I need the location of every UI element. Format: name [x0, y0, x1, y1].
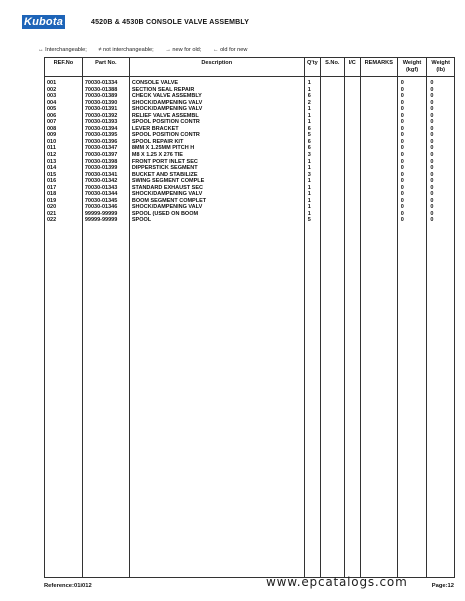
cell-wlb-9: 0: [430, 132, 434, 139]
weight-lb-column: [427, 77, 455, 578]
header-weight-kgf: Weight (kgf): [397, 58, 427, 77]
cell-wlb-18: 0: [430, 191, 434, 198]
cell-ref-10: 010: [47, 138, 57, 145]
cell-ref-14: 014: [47, 165, 57, 172]
cell-desc-3: CHECK VALVE ASSEMBLY: [131, 93, 202, 100]
cell-wkg-11: 0: [400, 145, 404, 152]
header-description: Description: [129, 58, 304, 77]
cell-wkg-2: 0: [400, 86, 404, 93]
cell-part-19: 70030-01345: [84, 197, 118, 204]
cell-part-12: 70030-01397: [84, 152, 118, 159]
page-number: Page:12: [431, 583, 454, 589]
cell-desc-22: SPOOL: [131, 217, 152, 224]
cell-wkg-6: 0: [400, 112, 404, 119]
cell-part-7: 70030-01393: [84, 119, 118, 126]
cell-wkg-15: 0: [400, 171, 404, 178]
cell-wlb-3: 0: [430, 93, 434, 100]
cell-wlb-5: 0: [430, 106, 434, 113]
cell-ref-22: 022: [47, 217, 57, 224]
cell-qty-9: 5: [307, 132, 311, 139]
parts-table: [44, 57, 455, 578]
legend-old-for-new: ← old for new: [212, 47, 248, 53]
legend-interchangeable: ↔ Interchangeable;: [38, 47, 87, 53]
cell-ref-19: 019: [47, 197, 57, 204]
cell-part-18: 70030-01344: [84, 191, 118, 198]
cell-wkg-7: 0: [400, 119, 404, 126]
cell-ref-4: 004: [47, 99, 57, 106]
cell-qty-14: 1: [307, 165, 311, 172]
cell-part-5: 70030-01391: [84, 106, 118, 113]
cell-wlb-16: 0: [430, 178, 434, 185]
cell-part-9: 70030-01395: [84, 132, 118, 139]
header-qty: Q'ty: [304, 58, 320, 77]
legend-not-interchangeable: ≠ not interchangeable;: [98, 47, 154, 53]
cell-desc-10: SPOOL REPAIR KIT: [131, 138, 184, 145]
cell-wkg-21: 0: [400, 210, 404, 217]
cell-desc-11: 8MM X 1.25MM PITCH H: [131, 145, 195, 152]
cell-wkg-8: 0: [400, 125, 404, 132]
cell-ref-13: 013: [47, 158, 57, 165]
cell-wlb-2: 0: [430, 86, 434, 93]
cell-qty-18: 1: [307, 191, 311, 198]
cell-part-14: 70030-01399: [84, 165, 118, 172]
cell-part-20: 70030-01346: [84, 204, 118, 211]
cell-wkg-12: 0: [400, 152, 404, 159]
cell-desc-5: SHOCK/DAMPENING VALV: [131, 106, 203, 113]
cell-ref-5: 005: [47, 106, 57, 113]
cell-wlb-11: 0: [430, 145, 434, 152]
cell-part-2: 70030-01388: [84, 86, 118, 93]
header-ref-no: REF.No: [45, 58, 83, 77]
description-column: [129, 77, 304, 578]
cell-wlb-13: 0: [430, 158, 434, 165]
cell-wlb-7: 0: [430, 119, 434, 126]
header-ic: I/C: [344, 58, 360, 77]
cell-ref-18: 018: [47, 191, 57, 198]
cell-ref-3: 003: [47, 93, 57, 100]
page-title: 4520B & 4530B CONSOLE VALVE ASSEMBLY: [91, 19, 250, 26]
cell-ref-7: 007: [47, 119, 57, 126]
cell-wlb-1: 0: [430, 80, 434, 86]
cell-desc-4: SHOCK/DAMPENING VALV: [131, 99, 203, 106]
cell-desc-19: BOOM SEGMENT COMPLET: [131, 197, 207, 204]
cell-wkg-4: 0: [400, 99, 404, 106]
cell-wkg-19: 0: [400, 197, 404, 204]
cell-part-8: 70030-01394: [84, 125, 118, 132]
kubota-logo: Kubota: [23, 16, 64, 28]
cell-desc-13: FRONT PORT INLET SEC: [131, 158, 198, 165]
remarks-column: [360, 77, 397, 578]
qty-column: [304, 77, 320, 578]
cell-desc-17: STANDARD EXHAUST SEC: [131, 184, 203, 191]
cell-qty-1: 1: [307, 80, 311, 86]
cell-qty-13: 1: [307, 158, 311, 165]
cell-desc-14: DIPPERSTICK SEGMENT: [131, 165, 198, 172]
cell-qty-12: 3: [307, 152, 311, 159]
weight-kgf-column: [397, 77, 427, 578]
cell-desc-2: SECTION SEAL REPAIR: [131, 86, 195, 93]
cell-part-21: 99999-99999: [84, 210, 118, 217]
watermark: www.epcatalogs.com: [266, 575, 408, 589]
cell-wlb-8: 0: [430, 125, 434, 132]
cell-desc-15: BUCKET AND STABILIZE: [131, 171, 198, 178]
header-part-no: Part No.: [82, 58, 129, 77]
cell-qty-6: 1: [307, 112, 311, 119]
cell-desc-21: SPOOL (USED ON BOOM: [131, 210, 199, 217]
header-weight-lb: Weight (lb): [427, 58, 455, 77]
cell-wlb-21: 0: [430, 210, 434, 217]
cell-wlb-20: 0: [430, 204, 434, 211]
cell-desc-1: CONSOLE VALVE: [131, 80, 179, 86]
cell-ref-12: 012: [47, 152, 57, 159]
cell-desc-12: M8 X 1.25 X 276 TIE: [131, 152, 183, 159]
cell-qty-7: 1: [307, 119, 311, 126]
cell-qty-2: 1: [307, 86, 311, 93]
cell-wkg-20: 0: [400, 204, 404, 211]
cell-part-22: 99999-99999: [84, 217, 118, 224]
cell-qty-4: 2: [307, 99, 311, 106]
cell-qty-11: 6: [307, 145, 311, 152]
cell-wkg-13: 0: [400, 158, 404, 165]
cell-wlb-4: 0: [430, 99, 434, 106]
cell-wlb-6: 0: [430, 112, 434, 119]
cell-desc-18: SHOCK/DAMPENING VALV: [131, 191, 203, 198]
cell-wlb-22: 0: [430, 217, 434, 224]
cell-part-17: 70030-01343: [84, 184, 118, 191]
cell-ref-6: 006: [47, 112, 57, 119]
table-body: [45, 77, 455, 578]
cell-ref-1: 001: [47, 80, 57, 86]
cell-wlb-19: 0: [430, 197, 434, 204]
legend: [38, 47, 257, 53]
cell-wkg-9: 0: [400, 132, 404, 139]
cell-wkg-14: 0: [400, 165, 404, 172]
cell-qty-15: 3: [307, 171, 311, 178]
cell-ref-15: 015: [47, 171, 57, 178]
cell-wkg-17: 0: [400, 184, 404, 191]
cell-desc-16: SWING SEGMENT COMPLE: [131, 178, 205, 185]
serial-column: [321, 77, 345, 578]
table-header-row: [45, 58, 455, 77]
cell-ref-2: 002: [47, 86, 57, 93]
cell-ref-17: 017: [47, 184, 57, 191]
cell-desc-20: SHOCK/DAMPENING VALV: [131, 204, 203, 211]
cell-wkg-10: 0: [400, 138, 404, 145]
cell-qty-19: 1: [307, 197, 311, 204]
cell-part-6: 70030-01392: [84, 112, 118, 119]
cell-ref-9: 009: [47, 132, 57, 139]
cell-part-11: 70030-01347: [84, 145, 118, 152]
cell-wkg-5: 0: [400, 106, 404, 113]
cell-wkg-16: 0: [400, 178, 404, 185]
cell-part-4: 70030-01390: [84, 99, 118, 106]
header-serial-no: S.No.: [321, 58, 345, 77]
cell-qty-16: 1: [307, 178, 311, 185]
cell-ref-20: 020: [47, 204, 57, 211]
cell-wlb-17: 0: [430, 184, 434, 191]
cell-ref-8: 008: [47, 125, 57, 132]
cell-ref-11: 011: [47, 145, 56, 152]
cell-qty-5: 1: [307, 106, 311, 113]
cell-wlb-12: 0: [430, 152, 434, 159]
legend-new-for-old: → new for old;: [165, 47, 202, 53]
cell-part-13: 70030-01398: [84, 158, 118, 165]
cell-qty-20: 1: [307, 204, 311, 211]
cell-qty-10: 6: [307, 138, 311, 145]
cell-wkg-3: 0: [400, 93, 404, 100]
cell-wkg-18: 0: [400, 191, 404, 198]
reference-label: Reference:01i012: [44, 583, 92, 589]
cell-part-10: 70030-01396: [84, 138, 118, 145]
cell-desc-8: LEVER BRACKET: [131, 125, 179, 132]
cell-ref-16: 016: [47, 178, 57, 185]
cell-part-16: 70030-01342: [84, 178, 118, 185]
part-column: [82, 77, 129, 578]
cell-qty-22: 5: [307, 217, 311, 224]
cell-desc-7: SPOOL POSITION CONTR: [131, 119, 200, 126]
cell-wkg-22: 0: [400, 217, 404, 224]
cell-qty-17: 1: [307, 184, 311, 191]
ref-column: [45, 77, 83, 578]
cell-wlb-15: 0: [430, 171, 434, 178]
cell-desc-9: SPOOL POSITION CONTR: [131, 132, 200, 139]
cell-part-15: 70030-01341: [84, 171, 118, 178]
cell-qty-8: 6: [307, 125, 311, 132]
cell-qty-3: 6: [307, 93, 311, 100]
cell-ref-21: 021: [47, 210, 57, 217]
cell-qty-21: 1: [307, 210, 311, 217]
ic-column: [344, 77, 360, 578]
cell-wkg-1: 0: [400, 80, 404, 86]
cell-wlb-14: 0: [430, 165, 434, 172]
cell-desc-6: RELIEF VALVE ASSEMBL: [131, 112, 199, 119]
cell-part-1: 70030-01334: [84, 80, 118, 86]
cell-part-3: 70030-01389: [84, 93, 118, 100]
cell-wlb-10: 0: [430, 138, 434, 145]
header-remarks: REMARKS: [360, 58, 397, 77]
